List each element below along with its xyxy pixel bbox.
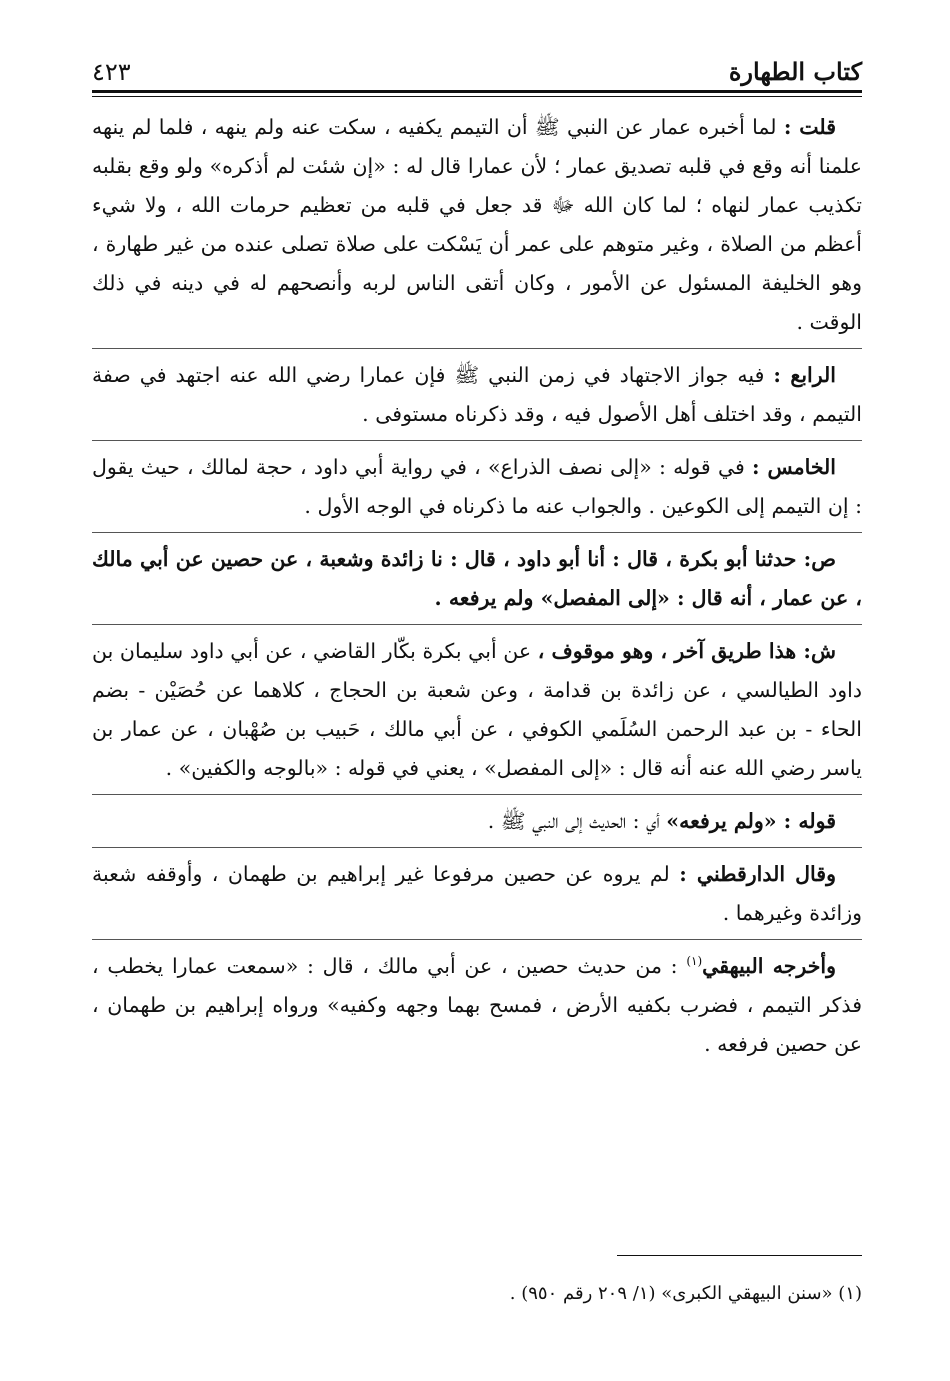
running-header [92, 42, 862, 86]
paragraph-text: أي : الحديث إلى النبي ﷺ . [487, 809, 667, 833]
paragraph-lead: قلت : [783, 115, 837, 139]
separator [92, 794, 862, 795]
separator [92, 624, 862, 625]
paragraph-text: لما أخبره عمار عن النبي ﷺ أن التيمم يكفيه ، سكت عنه ولم ينهه ، فلما لم ينهه علمنا أنه وقع في قلبه تصديق عمار ؛ لأن عمارا قال له : «إن شئت لم أذكره» ولو وقع بقلبه تكذيب عمار لنهاه ؛ لما كان الله ﷻ قد جعل في قلبه من تعظيم حرمات الله ، ولا شيء أعظم من الصلاة ، وغير متوهم على عمر أن يَسْكت على صلاة تصلى عنده من غير طهارة ، وهو الخليفة المسئول عن الأمور ، وكان أتقى الناس لربه وأنصحهم له في دينه في ذلك الوقت . [92, 115, 862, 334]
paragraph-bayhaqi [92, 947, 862, 1064]
header-rule-thin [92, 96, 862, 97]
paragraph-text: : من حديث حصين ، عن أبي مالك ، قال : «سمعت عمارا يخطب ، فذكر التيمم ، فضرب بكفيه الأرض ، فمسح بهما وجهه وكفيه» ورواه إبراهيم بن طهمان ، عن حصين فرفعه . [92, 954, 862, 1056]
separator [92, 440, 862, 441]
main-text [92, 108, 862, 1064]
footnote: (١) «سنن البيهقي الكبرى» (١/ ٢٠٩ رقم ٩٥٠) . [509, 1283, 862, 1304]
paragraph-text: حدثنا أبو بكرة ، قال : أنا أبو داود ، قال : نا زائدة وشعبة ، عن حصين عن أبي مالك ، عن عمار ، أنه قال : «إلى المفصل» ولم يرفعه . [92, 547, 862, 610]
separator [92, 532, 862, 533]
paragraph-shin [92, 632, 862, 788]
page-number: ٤٢٣ [92, 58, 131, 86]
footnote-marker[interactable]: (١) [686, 954, 703, 969]
paragraph-text: عن أبي بكرة بكّار القاضي ، عن أبي داود سليمان بن داود الطيالسي ، عن زائدة بن قدامة ، وعن شعبة بن الحجاج ، كلاهما عن حُصَيْن - بضم الحاء - بن عبد الرحمن السُلَمي الكوفي ، عن أبي مالك ، حَبيب بن صُهْبان ، عن عمار بن ياسر رضي الله عنه أنه قال : «إلى المفصل» ، يعني في قوله : «بالوجه والكفين» . [92, 639, 862, 780]
paragraph-text: فيه جواز الاجتهاد في زمن النبي ﷺ فإن عمارا رضي الله عنه اجتهد في صفة التيمم ، وقد اختلف أهل الأصول فيه ، وقد ذكرناه مستوفى . [92, 363, 862, 426]
paragraph-lead: ص: [803, 547, 836, 571]
paragraph-qultu [92, 108, 862, 342]
paragraph-text: لم يروه عن حصين مرفوعا غير إبراهيم بن طهمان ، وأوقفه شعبة وزائدة وغيرهما . [92, 862, 862, 925]
paragraph-lead: وأخرجه البيهقي [702, 954, 836, 978]
paragraph-daraqutni [92, 855, 862, 933]
paragraph-khamis [92, 448, 862, 526]
footnote-rule [617, 1255, 862, 1256]
paragraph-sad [92, 540, 862, 618]
paragraph-text: في قوله : «إلى نصف الذراع» ، في رواية أبي داود ، حجة لمالك ، حيث يقول : إن التيمم إلى الكوعين . والجواب عنه ما ذكرناه في الوجه الأول . [92, 455, 862, 518]
paragraph-lead: وقال الدارقطني : [679, 862, 836, 886]
separator [92, 939, 862, 940]
paragraph-lead: الخامس : [752, 455, 836, 479]
paragraph-lead: الرابع : [773, 363, 836, 387]
book-title: كتاب الطهارة [728, 57, 862, 86]
paragraph-lead: ش: هذا طريق آخر ، وهو موقوف ، [537, 639, 836, 663]
separator [92, 348, 862, 349]
paragraph-lead: قوله : «ولم يرفعه» [666, 809, 836, 833]
paragraph-rabi [92, 356, 862, 434]
separator [92, 847, 862, 848]
header-rule-thick [92, 90, 862, 93]
paragraph-qawluhu [92, 802, 862, 841]
